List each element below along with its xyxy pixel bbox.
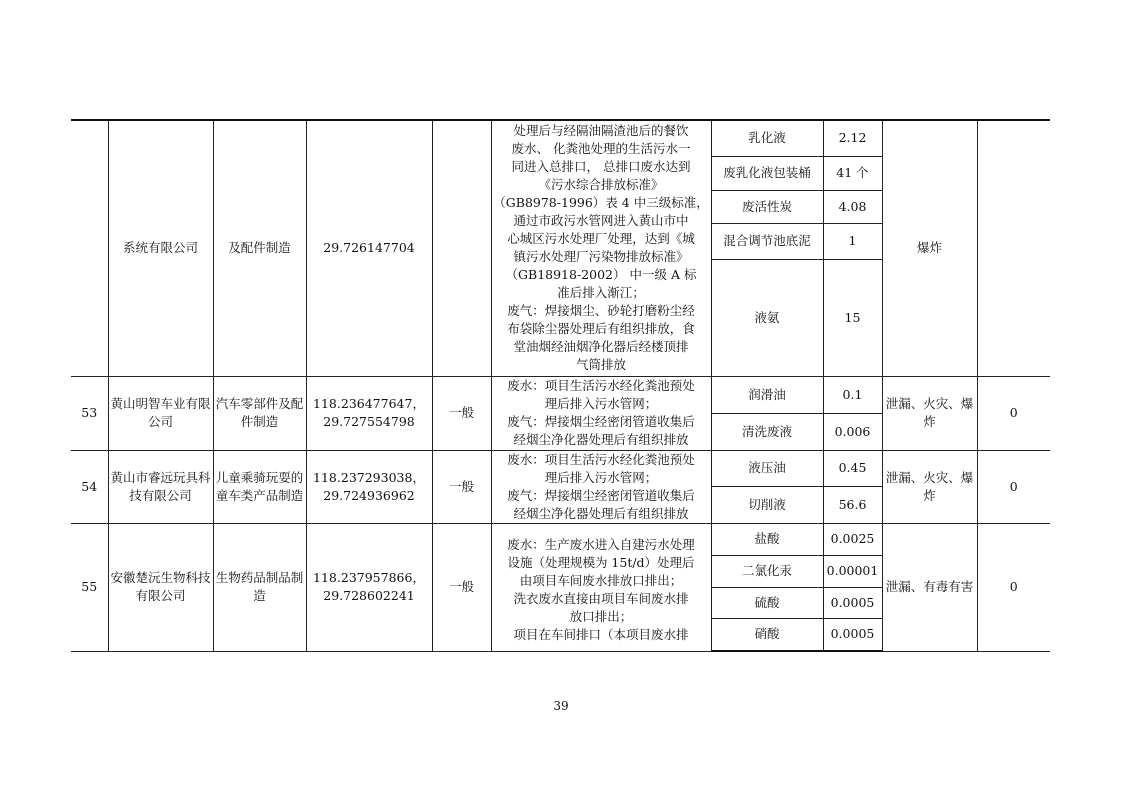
- coordinates-cell: 118.237293038，29.724936962: [306, 450, 432, 523]
- substance-amount-cell: 56.6: [823, 486, 882, 523]
- substance-amount-cell: 0.1: [823, 376, 882, 413]
- substance-name-cell: 切削液: [711, 486, 823, 523]
- description-line: 布袋除尘器处理后有组织排放，食: [507, 321, 695, 337]
- risk-level-cell: [432, 120, 491, 376]
- coordinates-cell: 118.237957866，29.728602241: [306, 523, 432, 651]
- substance-amount-cell: 0.0005: [823, 618, 882, 651]
- pollution-description-cell: [491, 450, 711, 523]
- substance-amount-cell: 0.0005: [823, 587, 882, 618]
- table-row: [71, 450, 1050, 486]
- description-line: 废气：焊接烟尘经密闭管道收集后: [507, 487, 695, 503]
- substance-name-cell: 二氯化汞: [711, 555, 823, 587]
- extra-value-cell: 0: [977, 450, 1050, 523]
- table-row: [71, 523, 1050, 555]
- substance-name-cell: 盐酸: [711, 523, 823, 555]
- substance-name-cell: 清洗废液: [711, 413, 823, 450]
- row-number-cell: [71, 120, 108, 376]
- description-line: 经烟尘净化器处理后有组织排放: [513, 505, 689, 521]
- description-line: 项目在车间排口（本项目废水排: [513, 627, 689, 642]
- description-line: 堂油烟经油烟净化器后经楼顶排: [513, 339, 689, 355]
- description-line: 废水：项目生活污水经化粪池预处: [507, 378, 695, 393]
- description-line: 同进入总排口， 总排口废水达到: [511, 159, 691, 175]
- substance-name-cell: 混合调节池底泥: [711, 223, 823, 259]
- description-line: 废气：焊接烟尘经密闭管道收集后: [507, 414, 695, 429]
- substance-amount-cell: 41 个: [823, 156, 882, 190]
- pollution-description-cell: [491, 523, 711, 651]
- table-row: [71, 120, 1050, 156]
- pollution-description-cell: [491, 120, 711, 376]
- risk-level-cell: 一般: [432, 376, 491, 450]
- description-line: 心城区污水处理厂处理，达到《城: [507, 231, 695, 247]
- description-line: 设施（处理规模为 15t/d）处理后: [507, 555, 695, 570]
- description-line: 废气：焊接烟尘、砂轮打磨粉尘经: [507, 303, 695, 319]
- description-line: 镇污水处理厂污染物排放标准》: [513, 249, 689, 265]
- description-line: 理后排入污水管网；: [544, 396, 658, 411]
- substance-name-cell: 硝酸: [711, 618, 823, 651]
- risk-type-cell: 泄漏、火灾、爆炸: [882, 376, 977, 450]
- coordinates-cell: 29.726147704: [306, 120, 432, 376]
- description-line: （GB18918-2002） 中一级 A 标: [505, 267, 697, 283]
- coordinates-cell: 118.236477647，29.727554798: [306, 376, 432, 450]
- industry-cell: 生物药品制品制造: [213, 523, 306, 651]
- substance-amount-cell: 0.0025: [823, 523, 882, 555]
- description-line: 废水：生产废水进入自建污水处理: [507, 537, 695, 552]
- description-line: 废水：项目生活污水经化粪池预处: [507, 451, 695, 467]
- industry-cell: 及配件制造: [213, 120, 306, 376]
- risk-type-cell: 泄漏、火灾、爆炸: [882, 450, 977, 523]
- substance-name-cell: 废活性炭: [711, 190, 823, 223]
- description-line: 《污水综合排放标准》: [538, 177, 664, 193]
- extra-value-cell: [977, 120, 1050, 376]
- description-line: 气筒排放: [575, 357, 626, 373]
- table-row: [71, 376, 1050, 413]
- description-line: 放口排出；: [569, 609, 633, 624]
- substance-name-cell: 润滑油: [711, 376, 823, 413]
- substance-name-cell: 乳化液: [711, 120, 823, 156]
- substance-amount-cell: 0.45: [823, 450, 882, 486]
- substance-amount-cell: 1: [823, 223, 882, 259]
- substance-name-cell: 液氨: [711, 259, 823, 376]
- company-name-cell: 黄山明智车业有限公司: [108, 376, 213, 450]
- description-line: 理后排入污水管网；: [544, 469, 658, 485]
- substance-amount-cell: 0.00001: [823, 555, 882, 587]
- risk-level-cell: 一般: [432, 523, 491, 651]
- industry-cell: 汽车零部件及配件制造: [213, 376, 306, 450]
- description-line: 处理后与经隔油隔渣池后的餐饮: [513, 123, 689, 139]
- page-number: 39: [553, 699, 569, 713]
- substance-name-cell: 硫酸: [711, 587, 823, 618]
- description-line: （GB8978-1996）表 4 中三级标准，: [493, 195, 709, 211]
- description-line: 通过市政污水管网进入黄山市中: [513, 213, 689, 229]
- risk-level-cell: 一般: [432, 450, 491, 523]
- enterprise-risk-table: [71, 119, 1050, 652]
- description-line: 准后排入渐江；: [557, 285, 645, 301]
- substance-amount-cell: 0.006: [823, 413, 882, 450]
- substance-amount-cell: 2.12: [823, 120, 882, 156]
- row-number-cell: 53: [71, 376, 108, 450]
- description-line: 洗衣废水直接由项目车间废水排: [513, 591, 689, 606]
- description-line: 经烟尘净化器处理后有组织排放: [513, 432, 689, 447]
- substance-name-cell: 废乳化液包装桶: [711, 156, 823, 190]
- company-name-cell: 系统有限公司: [108, 120, 213, 376]
- substance-name-cell: 液压油: [711, 450, 823, 486]
- row-number-cell: 54: [71, 450, 108, 523]
- extra-value-cell: 0: [977, 523, 1050, 651]
- risk-type-cell: 泄漏、有毒有害: [882, 523, 977, 651]
- row-number-cell: 55: [71, 523, 108, 651]
- extra-value-cell: 0: [977, 376, 1050, 450]
- description-line: 废水、 化粪池处理的生活污水一: [511, 141, 691, 157]
- company-name-cell: 黄山市睿远玩具科技有限公司: [108, 450, 213, 523]
- substance-amount-cell: 4.08: [823, 190, 882, 223]
- description-line: 由项目车间废水排放口排出；: [519, 573, 683, 588]
- industry-cell: 儿童乘骑玩耍的童车类产品制造: [213, 450, 306, 523]
- pollution-description-cell: [491, 376, 711, 450]
- substance-amount-cell: 15: [823, 259, 882, 376]
- risk-type-cell: 爆炸: [882, 120, 977, 376]
- company-name-cell: 安徽楚沅生物科技有限公司: [108, 523, 213, 651]
